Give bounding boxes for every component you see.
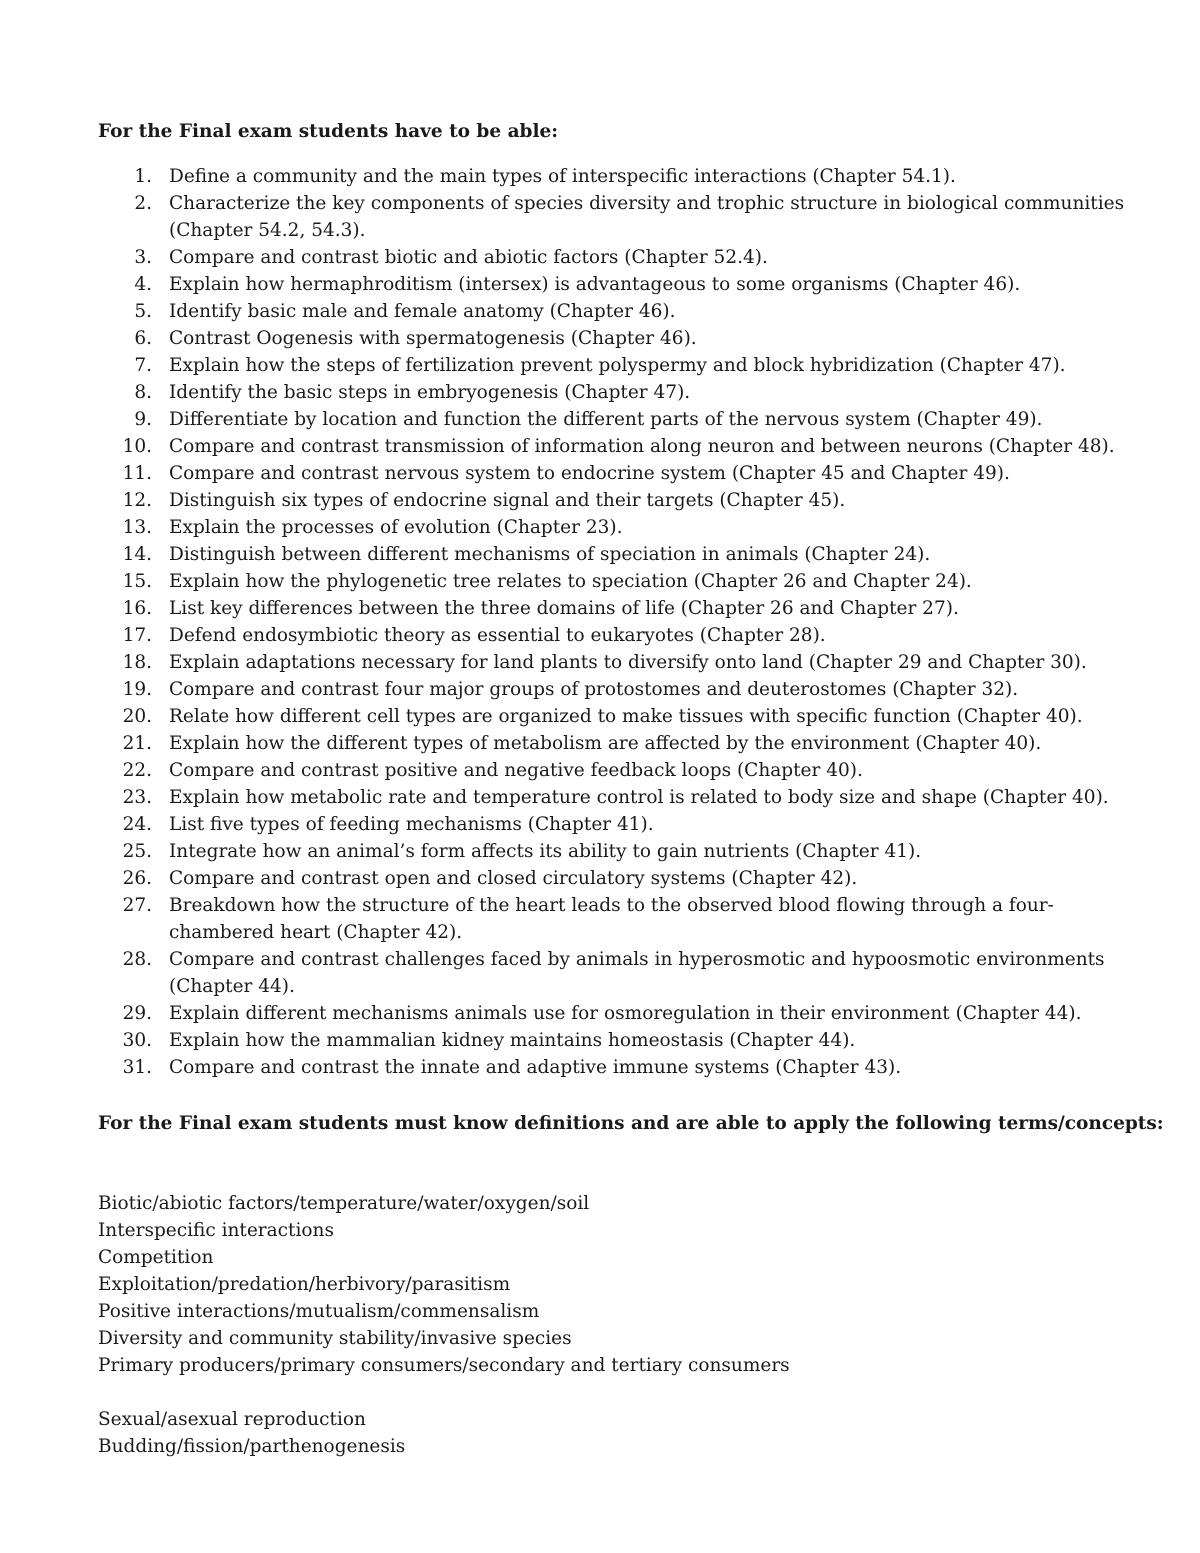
objective-text: Define a community and the main types of interspecific interactions (Chapter 54.1). (169, 166, 956, 187)
objective-text: Explain how the phylogenetic tree relates to speciation (Chapter 26 and Chapter 24). (169, 571, 972, 592)
objective-item (0, 190, 1200, 244)
objective-number: 17. (122, 625, 152, 646)
objective-item (0, 379, 1200, 406)
objective-item (0, 163, 1200, 190)
objective-item (0, 838, 1200, 865)
term-item: Budding/fission/parthenogenesis (98, 1436, 406, 1457)
objective-item (0, 622, 1200, 649)
objective-number: 31. (122, 1057, 152, 1078)
terms-heading: For the Final exam students must know definitions and are able to apply the following terms/concepts: (98, 1113, 1164, 1134)
objective-number: 13. (122, 517, 152, 538)
objective-item (0, 298, 1200, 325)
objective-number: 25. (122, 841, 152, 862)
objective-number: 4. (134, 274, 152, 295)
objective-item (0, 649, 1200, 676)
objective-text: Explain different mechanisms animals use for osmoregulation in their environment (Chapter 44). (169, 1003, 1082, 1024)
objective-number: 2. (134, 193, 152, 214)
objectives-list (0, 163, 1200, 1081)
objective-number: 16. (122, 598, 152, 619)
objective-number: 30. (122, 1030, 152, 1051)
objective-number: 14. (122, 544, 152, 565)
term-item: Primary producers/primary consumers/secondary and tertiary consumers (98, 1355, 790, 1376)
term-item: Diversity and community stability/invasive species (98, 1328, 572, 1349)
objective-item (0, 487, 1200, 514)
objective-text: Integrate how an animal’s form affects its ability to gain nutrients (Chapter 41). (169, 841, 922, 862)
objective-text: Explain adaptations necessary for land plants to diversify onto land (Chapter 29 and Chapter 30). (169, 652, 1087, 673)
objective-item (0, 325, 1200, 352)
objective-item (0, 730, 1200, 757)
objective-item (0, 595, 1200, 622)
objective-number: 9. (134, 409, 152, 430)
objective-text: Breakdown how the structure of the heart leads to the observed blood flowing through a four-chambered heart (Chapter 42). (169, 895, 1054, 943)
objective-item (0, 946, 1200, 1000)
objective-number: 27. (122, 895, 152, 916)
objective-item (0, 244, 1200, 271)
objective-text: Explain how the different types of metabolism are affected by the environment (Chapter 40). (169, 733, 1042, 754)
objective-item (0, 568, 1200, 595)
objective-item (0, 811, 1200, 838)
objective-item (0, 514, 1200, 541)
term-item: Exploitation/predation/herbivory/parasitism (98, 1274, 511, 1295)
objective-text: Compare and contrast positive and negative feedback loops (Chapter 40). (169, 760, 863, 781)
objective-number: 12. (122, 490, 152, 511)
objective-number: 10. (122, 436, 152, 457)
objective-number: 19. (122, 679, 152, 700)
objective-item (0, 1054, 1200, 1081)
objective-number: 7. (134, 355, 152, 376)
objective-number: 3. (134, 247, 152, 268)
objective-text: Compare and contrast challenges faced by animals in hyperosmotic and hypoosmotic environments (Chapter 44). (169, 949, 1105, 997)
objective-number: 20. (122, 706, 152, 727)
objective-text: Explain how hermaphroditism (intersex) is advantageous to some organisms (Chapter 46). (169, 274, 1021, 295)
objective-text: Defend endosymbiotic theory as essential to eukaryotes (Chapter 28). (169, 625, 826, 646)
objective-number: 23. (122, 787, 152, 808)
objective-text: List five types of feeding mechanisms (Chapter 41). (169, 814, 654, 835)
objective-item (0, 406, 1200, 433)
objective-number: 24. (122, 814, 152, 835)
objective-number: 11. (122, 463, 152, 484)
objective-text: Differentiate by location and function the different parts of the nervous system (Chapter 49). (169, 409, 1043, 430)
objective-number: 8. (134, 382, 152, 403)
objective-number: 5. (134, 301, 152, 322)
objective-text: Compare and contrast the innate and adaptive immune systems (Chapter 43). (169, 1057, 902, 1078)
objective-number: 28. (122, 949, 152, 970)
term-item: Sexual/asexual reproduction (98, 1409, 366, 1430)
objective-text: Characterize the key components of species diversity and trophic structure in biological communities (Chapter 54.2, 54.3). (169, 193, 1125, 241)
objective-item (0, 865, 1200, 892)
term-item: Positive interactions/mutualism/commensalism (98, 1301, 540, 1322)
objective-text: Explain how the mammalian kidney maintains homeostasis (Chapter 44). (169, 1030, 856, 1051)
objective-item (0, 541, 1200, 568)
objective-item (0, 784, 1200, 811)
objective-item (0, 271, 1200, 298)
terms-list (98, 1190, 1148, 1460)
objective-text: Compare and contrast nervous system to endocrine system (Chapter 45 and Chapter 49). (169, 463, 1010, 484)
objective-text: Explain the processes of evolution (Chapter 23). (169, 517, 623, 538)
objective-text: Distinguish six types of endocrine signal and their targets (Chapter 45). (169, 490, 846, 511)
objective-number: 1. (134, 166, 152, 187)
objective-item (0, 460, 1200, 487)
objective-text: Explain how the steps of fertilization prevent polyspermy and block hybridization (Chapter 47). (169, 355, 1066, 376)
objective-text: Contrast Oogenesis with spermatogenesis (Chapter 46). (169, 328, 697, 349)
term-item: Interspecific interactions (98, 1220, 334, 1241)
objectives-heading: For the Final exam students have to be able: (98, 121, 559, 142)
objective-item (0, 1027, 1200, 1054)
objective-number: 29. (122, 1003, 152, 1024)
objective-item (0, 892, 1200, 946)
objective-number: 21. (122, 733, 152, 754)
objective-text: Distinguish between different mechanisms of speciation in animals (Chapter 24). (169, 544, 931, 565)
objective-number: 26. (122, 868, 152, 889)
objective-item (0, 1000, 1200, 1027)
objective-text: Compare and contrast transmission of information along neuron and between neurons (Chapter 48). (169, 436, 1115, 457)
objective-item (0, 703, 1200, 730)
objective-text: Identify the basic steps in embryogenesis (Chapter 47). (169, 382, 691, 403)
objective-text: List key differences between the three domains of life (Chapter 26 and Chapter 27). (169, 598, 959, 619)
objective-text: Explain how metabolic rate and temperature control is related to body size and shape (Chapter 40). (169, 787, 1109, 808)
objective-item (0, 757, 1200, 784)
objective-text: Compare and contrast open and closed circulatory systems (Chapter 42). (169, 868, 858, 889)
objective-text: Identify basic male and female anatomy (Chapter 46). (169, 301, 676, 322)
objective-item (0, 433, 1200, 460)
term-item: Competition (98, 1247, 214, 1268)
objective-number: 15. (122, 571, 152, 592)
objective-number: 6. (134, 328, 152, 349)
objective-number: 22. (122, 760, 152, 781)
objective-number: 18. (122, 652, 152, 673)
term-item: Biotic/abiotic factors/temperature/water/oxygen/soil (98, 1193, 590, 1214)
objective-item (0, 352, 1200, 379)
objective-item (0, 676, 1200, 703)
objective-text: Compare and contrast four major groups of protostomes and deuterostomes (Chapter 32). (169, 679, 1019, 700)
objective-text: Relate how different cell types are organized to make tissues with specific function (Chapter 40). (169, 706, 1083, 727)
objective-text: Compare and contrast biotic and abiotic factors (Chapter 52.4). (169, 247, 768, 268)
